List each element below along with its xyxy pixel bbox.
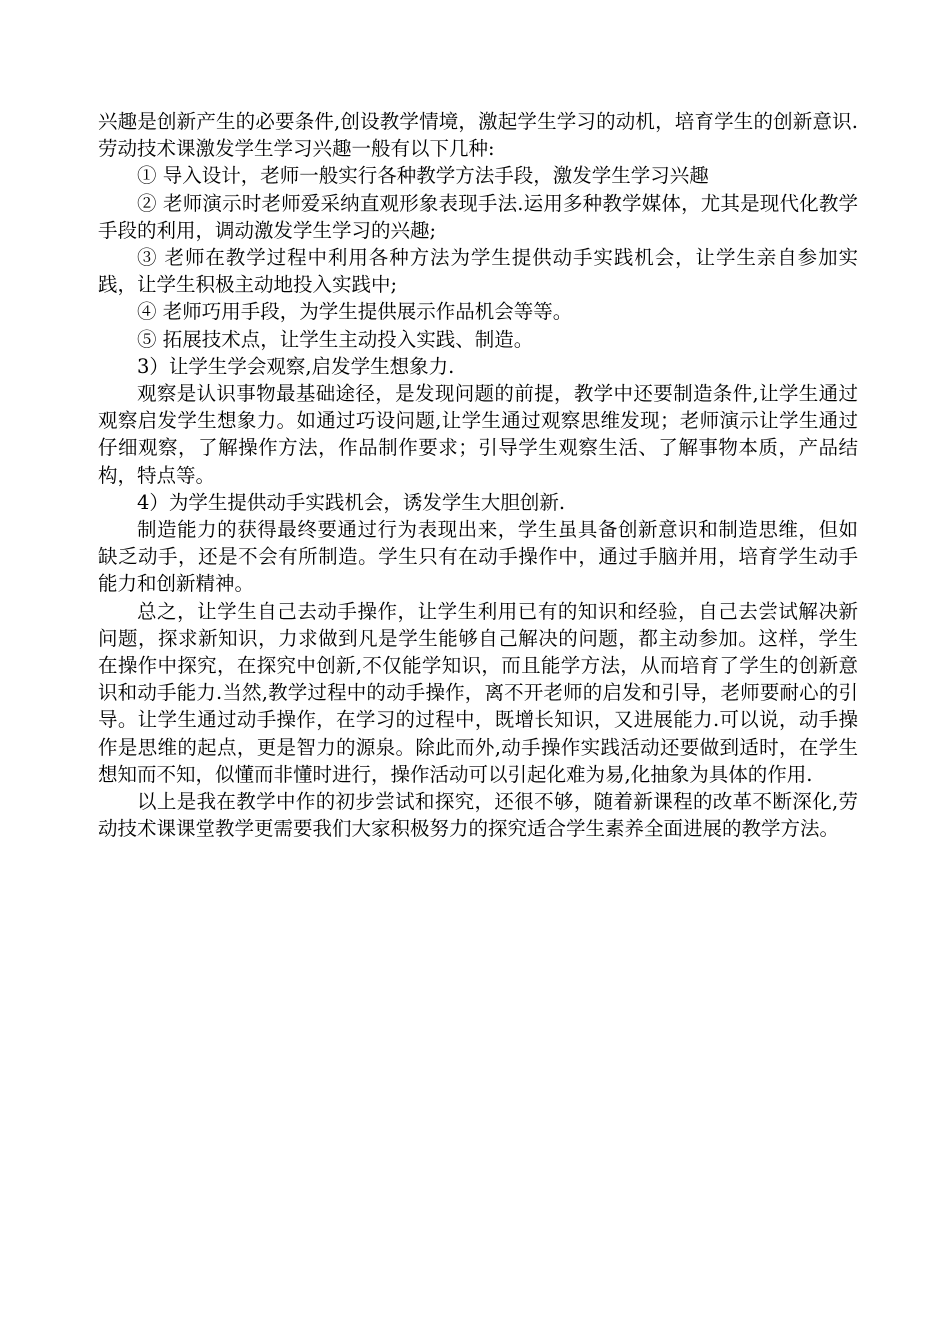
paragraph-item-3: ③ 老师在教学过程中利用各种方法为学生提供动手实践机会，让学生亲自参加实践，让学生积极主动地投入实践中; (98, 246, 858, 297)
paragraph-item-5: ⑤ 拓展技术点，让学生主动投入实践、制造。 (137, 327, 534, 351)
paragraph-item-1: ① 导入设计，老师一般实行各种教学方法手段，激发学生学习兴趣 (137, 164, 709, 188)
paragraph-item-4: ④ 老师巧用手段，为学生提供展示作品机会等等。 (137, 300, 573, 324)
paragraph-item-2: ② 老师演示时老师爱采纳直观形象表现手法.运用多种教学媒体，尤其是现代化教学手段的利用，调动激发学生学习的兴趣; (98, 191, 858, 242)
paragraph-interest-intro: 兴趣是创新产生的必要条件,创设教学情境，激起学生学习的动机，培育学生的创新意识.劳动技术课激发学生学习兴趣一般有以下几种: (98, 110, 858, 161)
paragraph-observation: 观察是认识事物最基础途径，是发现问题的前提，教学中还要制造条件,让学生通过观察启发学生想象力。如通过巧设问题,让学生通过观察思维发现；老师演示让学生通过仔细观察，了解操作方法，作品制作要求；引导学生观察生活、了解事物本质，产品结构，特点等。 (98, 382, 858, 487)
paragraph-creativity: 制造能力的获得最终要通过行为表现出来，学生虽具备创新意识和制造思维，但如缺乏动手，还是不会有所制造。学生只有在动手操作中，通过手脑并用，培育学生动手能力和创新精神。 (98, 518, 858, 596)
section-heading-3: 3）让学生学会观察,启发学生想象力. (137, 354, 455, 378)
document-body (98, 108, 858, 842)
paragraph-summary: 总之，让学生自己去动手操作，让学生利用已有的知识和经验，自己去尝试解决新问题，探求新知识，力求做到凡是学生能够自己解决的问题，都主动参加。这样，学生在操作中探究，在探究中创新,不仅能学知识，而且能学方法，从而培育了学生的创新意识和动手能力.当然,教学过程中的动手操作，离不开老师的启发和引导，老师要耐心的引导。让学生通过动手操作，在学习的过程中，既增长知识，又进展能力.可以说，动手操作是思维的起点，更是智力的源泉。除此而外,动手操作实践活动还要做到适时，在学生想知而不知，似懂而非懂时进行，操作活动可以引起化难为易,化抽象为具体的作用. (98, 599, 858, 786)
paragraph-conclusion: 以上是我在教学中作的初步尝试和探究，还很不够，随着新课程的改革不断深化,劳动技术课课堂教学更需要我们大家积极努力的探究适合学生素养全面进展的教学方法。 (98, 790, 858, 841)
section-heading-4: 4）为学生提供动手实践机会，诱发学生大胆创新. (137, 490, 566, 514)
